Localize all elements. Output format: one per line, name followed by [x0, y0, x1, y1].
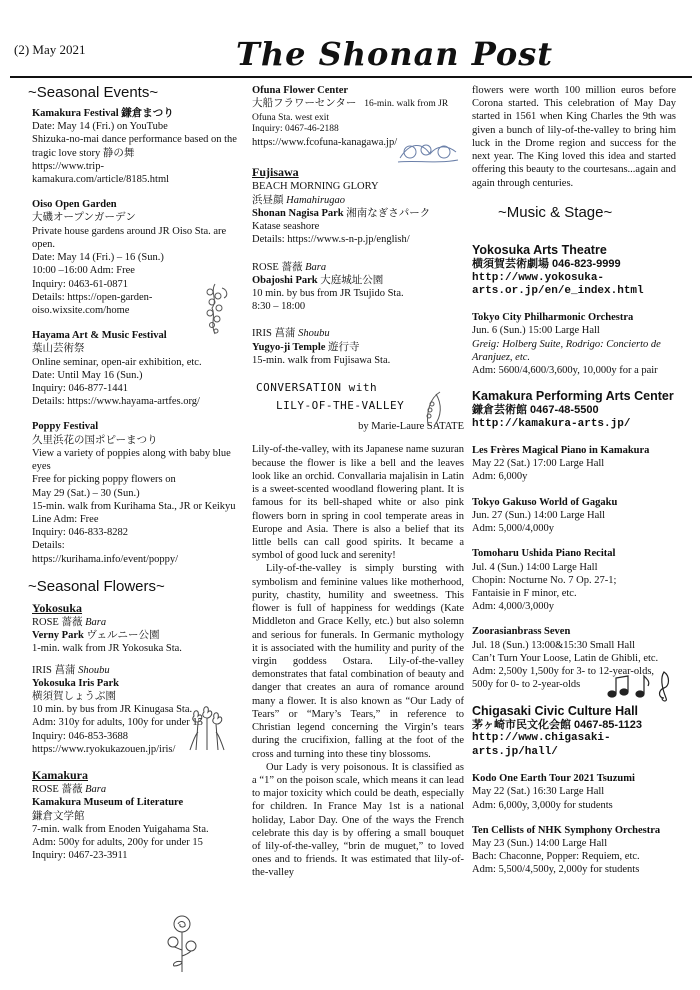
performance-line: Chopin: Nocturne No. 7 Op. 27-1;: [472, 574, 617, 586]
article-paragraph: Lily-of-the-valley is simply bursting with symbolism and feminine values like motherhood, purity, chastity, humility and sweetness. This flower is full of happiness for weddings (Kate Middleton and Grace Kelly, etc.) but also solemn and serious for funerals. In Germanic mythology it is associated with the humility and purity of the virgin goddess Ostara. Lily-of-the-valley demonstrates that fatal combination of beauty and danger that creates an aura of romance around many a flower. It is also known as “Our Lady of Tears” or “Mary’s Tears,” in reference to Christian legend concerning the Virgin’s tears during the crucifixion, falling at the foot of the cross and turning into these tiny blossoms.: [252, 563, 464, 760]
flower-place: Yugyo-ji Temple 遊行寺: [252, 341, 360, 353]
header-rule: [10, 76, 692, 78]
performance-line: Adm: 5,000/4,000y: [472, 523, 554, 535]
flower-line: 1-min. walk from JR Yokosuka Sta.: [32, 643, 182, 655]
flower-line: 10 min. by bus from JR Tsujido Sta.: [252, 287, 404, 299]
column-events: [28, 84, 238, 875]
event-line: Inquiry: 0463-61-0871: [32, 278, 128, 290]
event-link[interactable]: https://kurihama.info/event/poppy/: [32, 553, 179, 565]
performance-item: [472, 444, 676, 484]
flower-line: 15-min. walk from Fujisawa Sta.: [252, 354, 391, 366]
masthead: [0, 0, 700, 72]
performance-line: Jun. 27 (Sun.) 14:00 Large Hall: [472, 509, 606, 521]
venue-link[interactable]: http://www.chigasaki-arts.jp/hall/: [472, 732, 611, 759]
performance-item: [472, 496, 676, 536]
performance-item: [472, 824, 676, 877]
event-line: Date: Until May 16 (Sun.): [32, 369, 143, 381]
article-paragraph: Our Lady is very poisonous. It is classified as a “1” on the poison scale, which means it can lead to major toxicity which could be death, especially for children. In France May 1st is a national holiday, Labor Day. One of the ways the French celebrate this day is by offering a small bouquet of lily-of-the-valley, “brin de muguet,” to loved ones and to friends. It was estimated that lily-of-the-valley: [252, 761, 464, 879]
lily-article-continued: [472, 84, 676, 190]
performance-line: May 22 (Sat.) 16:30 Large Hall: [472, 786, 605, 798]
performance-title: Tokyo City Philharmonic Orchestra: [472, 312, 634, 324]
performance-item: [472, 311, 676, 377]
flower-name: IRIS 菖蒲 Shoubu: [252, 328, 330, 340]
flower-place: Verny Park ヴェルニー公園: [32, 630, 160, 642]
newsletter-title: The Shonan Post: [236, 35, 554, 73]
event-line: Free for picking poppy flowers on: [32, 474, 176, 486]
performance-item: [472, 772, 676, 812]
flower-line: Katase seashore: [252, 221, 320, 233]
venue-name: Yokosuka Arts Theatre: [472, 242, 607, 257]
article-paragraph: flowers were worth 100 million euros before Corona started. This celebration of May Day started in 1561 when King Charles the 9th was given a bunch of lily-of-the-valley to bring him luck in the Drome region and success for the next year. The King loved this idea and started offering this beauty to the courtesans...again and again through centuries.: [472, 85, 676, 189]
event-link[interactable]: Details: https://open-garden-oiso.wixsite.com/home: [32, 291, 153, 316]
venue-phone: 鎌倉芸術館 0467-48-5500: [472, 404, 599, 417]
performance-line: Adm: 4,000/3,000y: [472, 601, 554, 613]
flower-line: 7-min. walk from Enoden Yuigahama Sta.: [32, 823, 209, 835]
performance-line: Jul. 18 (Sun.) 13:00&15:30 Small Hall: [472, 639, 636, 651]
performance-line: Adm: 5,500/4,500y, 2,000y for students: [472, 864, 640, 876]
event-link[interactable]: Details: https://www.hayama-artfes.org/: [32, 396, 200, 408]
venue-yokosuka-arts: [472, 243, 676, 300]
event-line: Private house gardens around JR Oiso Sta. are open.: [32, 225, 227, 250]
seasonal-flowers-heading: ~Seasonal Flowers~: [28, 577, 165, 595]
event-line: Shizuka-no-mai dance performance based on the tragic love story 静の舞: [32, 134, 237, 159]
performance-title: Les Frères Magical Piano in Kamakura: [472, 445, 650, 457]
seasonal-events-heading: ~Seasonal Events~: [28, 84, 159, 101]
iris-illustration-icon: [186, 704, 228, 752]
venue-kamakura-arts: [472, 389, 676, 432]
flower-place: Shonan Nagisa Park 湘南なぎさパーク: [252, 207, 431, 219]
flower-place: Kamakura Museum of Literature: [32, 797, 184, 809]
flower-name: ROSE 薔薇 Bara: [32, 616, 107, 628]
event-title: Poppy Festival: [32, 421, 99, 433]
event-line: Details:: [32, 540, 65, 552]
flower-line: Adm: 500y for adults, 200y for under 15: [32, 837, 203, 849]
flower-line: 8:30 – 18:00: [252, 301, 306, 313]
event-line: View a variety of poppies along with baby blue eyes: [32, 447, 231, 473]
flower-line: 10 min. by bus from JR Kinugasa Sta.: [32, 704, 193, 716]
event-title: Oiso Open Garden: [32, 199, 117, 211]
event-line: 大磯オープンガーデン: [32, 212, 136, 224]
article-byline: by Marie-Laure SATATE: [358, 421, 464, 433]
venue-name: Chigasaki Civic Culture Hall: [472, 703, 639, 718]
event-line: 葉山芸術祭: [32, 343, 85, 355]
column-music-stage: [472, 84, 676, 877]
performance-line: May 22 (Sat.) 17:00 Large Hall: [472, 458, 605, 470]
lily-of-the-valley-illustration-icon: [422, 388, 446, 428]
flower-line: Inquiry: 046-853-3688: [32, 730, 128, 742]
flower-line: Inquiry: 0467-46-2188: [252, 124, 339, 135]
area-heading: Fujisawa: [252, 165, 299, 180]
venue-phone: 茅ヶ崎市民文化会館 0467-85-1123: [472, 718, 642, 731]
column-flowers-article: [252, 84, 464, 880]
lily-article: [252, 379, 464, 880]
flower-line: Adm: 310y for adults, 100y for under 15: [32, 717, 203, 729]
venue-link[interactable]: http://www.yokosuka-arts.or.jp/en/e_index.html: [472, 271, 644, 298]
performance-title: Zoorasianbrass Seven: [472, 626, 571, 638]
event-line: Date: May 14 (Fri.) – 16 (Sun.): [32, 252, 164, 264]
flower-name: IRIS 菖蒲 Shoubu: [32, 664, 110, 676]
performance-item: [472, 547, 676, 613]
event-title: Kamakura Festival 鎌倉まつり: [32, 107, 174, 119]
flower-place: Ofuna Flower Center: [252, 85, 349, 96]
flower-link[interactable]: https://www.ryokukazouen.jp/iris/: [32, 743, 176, 755]
venue-chigasaki-hall: [472, 704, 676, 761]
performance-line: Bach: Chaconne, Popper: Requiem, etc.: [472, 851, 640, 863]
rose-illustration-icon: [164, 912, 200, 974]
event-title: Hayama Art & Music Festival: [32, 330, 167, 342]
area-heading: Yokosuka: [32, 600, 83, 615]
performance-title: Ten Cellists of NHK Symphony Orchestra: [472, 824, 661, 836]
music-notes-icon: [604, 668, 676, 702]
performance-line: Adm: 5600/4,600/3,600y, 10,000y for a pair: [472, 365, 658, 377]
music-stage-heading: ~Music & Stage~: [498, 203, 613, 221]
event-line: Online seminar, open-air exhibition, etc.: [32, 356, 202, 368]
event-line: Date: May 14 (Fri.) on YouTube: [32, 121, 168, 133]
flowers-fujisawa: [252, 165, 464, 367]
performance-line: Fantaisie in F minor, etc.: [472, 588, 577, 599]
performance-line: Can’t Turn Your Loose, Latin de Ghibli, etc. Adm: 2,500y 1,500y for 3- to 12-year-olds, 500y for 0- to 2-year-olds: [472, 652, 659, 691]
event-line: Inquiry: 046-833-8282: [32, 527, 128, 539]
flower-link[interactable]: Details: https://www.s-n-p.jp/english/: [252, 234, 410, 246]
flower-name-jp: 浜昼顔 Hamahirugao: [252, 194, 346, 206]
event-line: Inquiry: 046-877-1441: [32, 383, 128, 395]
performance-line: Adm: 6,000y, 3,000y for students: [472, 799, 613, 811]
wisteria-illustration-icon: [198, 282, 232, 346]
event-line: May 29 (Sat.) – 30 (Sun.): [32, 487, 140, 499]
event-kamakura-festival: [32, 107, 238, 186]
flower-place: Yokosuka Iris Park: [32, 677, 119, 689]
performance-line: Adm: 6,000y: [472, 471, 528, 483]
venue-phone: 横須賀芸術劇場 046-823-9999: [472, 257, 621, 270]
area-heading: Kamakura: [32, 768, 89, 783]
performance-title: Tokyo Gakuso World of Gagaku: [472, 496, 618, 508]
flower-place: Obajoshi Park 大庭城址公園: [252, 274, 384, 286]
venue-name: Kamakura Performing Arts Center: [472, 389, 674, 404]
flower-line: Inquiry: 0467-23-3911: [32, 850, 128, 862]
flower-name: ROSE 薔薇 Bara: [252, 261, 327, 273]
performance-line: May 23 (Sun.) 14:00 Large Hall: [472, 837, 608, 849]
performance-title: Kodo One Earth Tour 2021 Tsuzumi: [472, 773, 635, 785]
event-link[interactable]: https://www.trip-kamakura.com/article/8185.html: [32, 160, 170, 185]
event-line: 15-min. walk from Kurihama Sta., JR or Keikyu Line Adm: Free: [32, 500, 236, 526]
performance-line: Jun. 6 (Sun.) 15:00 Large Hall: [472, 325, 600, 337]
event-line: 10:00 –16:00 Adm: Free: [32, 265, 135, 277]
flower-place-jp: 横須賀しょうぶ園: [32, 690, 116, 702]
issue-date: (2) May 2021: [14, 42, 86, 57]
performance-line: Jul. 4 (Sun.) 14:00 Large Hall: [472, 561, 598, 573]
performance-title: Tomoharu Ushida Piano Recital: [472, 548, 616, 560]
venue-link[interactable]: http://kamakura-arts.jp/: [472, 418, 631, 431]
article-title: CONVERSATION with LILY-OF-THE-VALLEY: [256, 381, 405, 412]
flower-link[interactable]: https://www.fcofuna-kanagawa.jp/: [252, 137, 398, 149]
morning-glory-illustration-icon: [396, 138, 460, 166]
performance-line: Greig: Holberg Suite, Rodrigo: Concierto de Aranjuez, etc.: [472, 338, 661, 363]
event-line: 久里浜花の国ポピーまつり: [32, 434, 158, 446]
flowers-kamakura: [32, 768, 238, 862]
flower-name: BEACH MORNING GLORY: [252, 181, 379, 193]
event-poppy-festival: [32, 420, 238, 565]
flower-name: ROSE 薔薇 Bara: [32, 784, 107, 796]
flower-place-jp: 鎌倉文学館: [32, 810, 85, 822]
article-paragraph: Lily-of-the-valley, with its Japanese name suzuran because the flower is like a bell and the leaves look like an orchid. Convallaria majalisin in Latin is a sweet-scented woodland flowering plant. It is famous for its bell-shaped white or also pink flowers born in spring in cool temperate areas in Europe and Asia. There is also a belief that its little bells can call good spirits. It became a symbol of good luck and serenity!: [252, 444, 464, 562]
flower-line: 大船フラワーセンター 16-min. walk from JR Ofuna Sta. west exit: [252, 98, 449, 124]
